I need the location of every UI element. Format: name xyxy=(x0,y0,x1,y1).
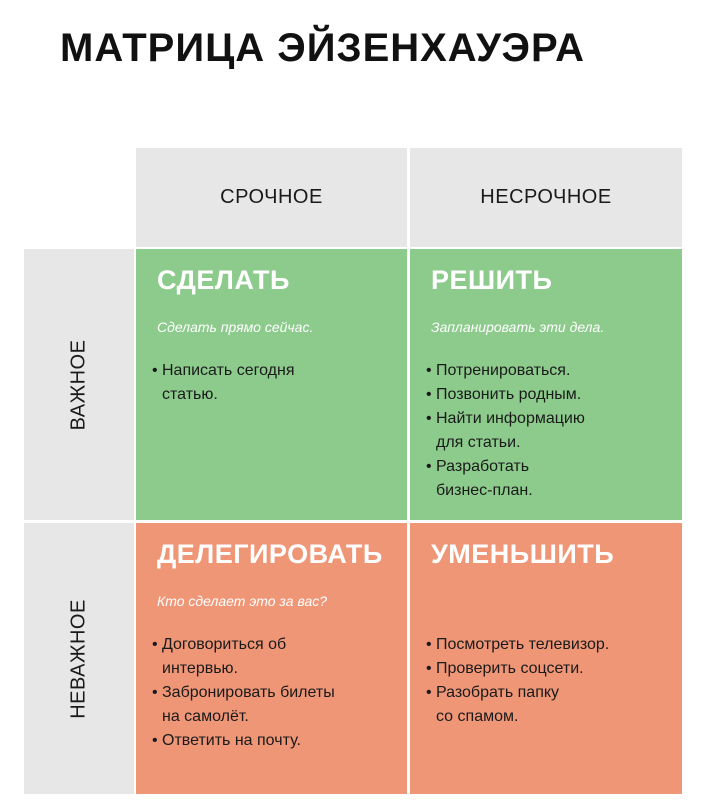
task-item: • Написать сегодня статью. xyxy=(152,359,294,407)
row-header-label: НЕВАЖНОЕ xyxy=(67,598,90,719)
quadrant-task-list xyxy=(152,633,335,753)
task-item: • Посмотреть телевизор. xyxy=(426,633,609,657)
quadrant-title: ДЕЛЕГИРОВАТЬ xyxy=(157,539,383,569)
task-item: • Забронировать билеты на самолёт. xyxy=(152,681,335,729)
column-header-urgent xyxy=(136,148,407,247)
quadrant-title: СДЕЛАТЬ xyxy=(157,265,290,295)
column-header-label: НЕСРОЧНОЕ xyxy=(480,186,612,208)
quadrant-title: УМЕНЬШИТЬ xyxy=(431,539,615,569)
task-item: • Найти информацию для статьи. xyxy=(426,407,585,455)
quadrant-subtitle: Сделать прямо сейчас. xyxy=(157,319,314,335)
quadrant-do xyxy=(136,249,407,520)
column-header-label: СРОЧНОЕ xyxy=(220,186,323,208)
quadrant-delegate xyxy=(136,523,407,794)
quadrant-subtitle: Кто сделает это за вас? xyxy=(157,593,328,609)
quadrant-task-list xyxy=(426,359,585,503)
quadrant-eliminate xyxy=(410,523,682,794)
task-item: • Ответить на почту. xyxy=(152,729,335,753)
task-item: • Разобрать папку со спамом. xyxy=(426,681,609,729)
task-item: • Договориться об интервью. xyxy=(152,633,335,681)
task-item: • Разработать бизнес-план. xyxy=(426,455,585,503)
quadrant-decide xyxy=(410,249,682,520)
quadrant-title: РЕШИТЬ xyxy=(431,265,553,295)
quadrant-task-list xyxy=(152,359,294,407)
row-header-important xyxy=(24,249,134,520)
column-header-not-urgent xyxy=(410,148,682,247)
task-item: • Позвонить родным. xyxy=(426,383,585,407)
row-header-not-important xyxy=(24,523,134,794)
quadrant-subtitle: Запланировать эти дела. xyxy=(431,319,605,335)
row-header-label: ВАЖНОЕ xyxy=(67,339,90,430)
page-title: МАТРИЦА ЭЙЗЕНХАУЭРА xyxy=(60,26,586,70)
quadrant-task-list xyxy=(426,633,609,729)
task-item: • Потренироваться. xyxy=(426,359,585,383)
task-item: • Проверить соцсети. xyxy=(426,657,609,681)
